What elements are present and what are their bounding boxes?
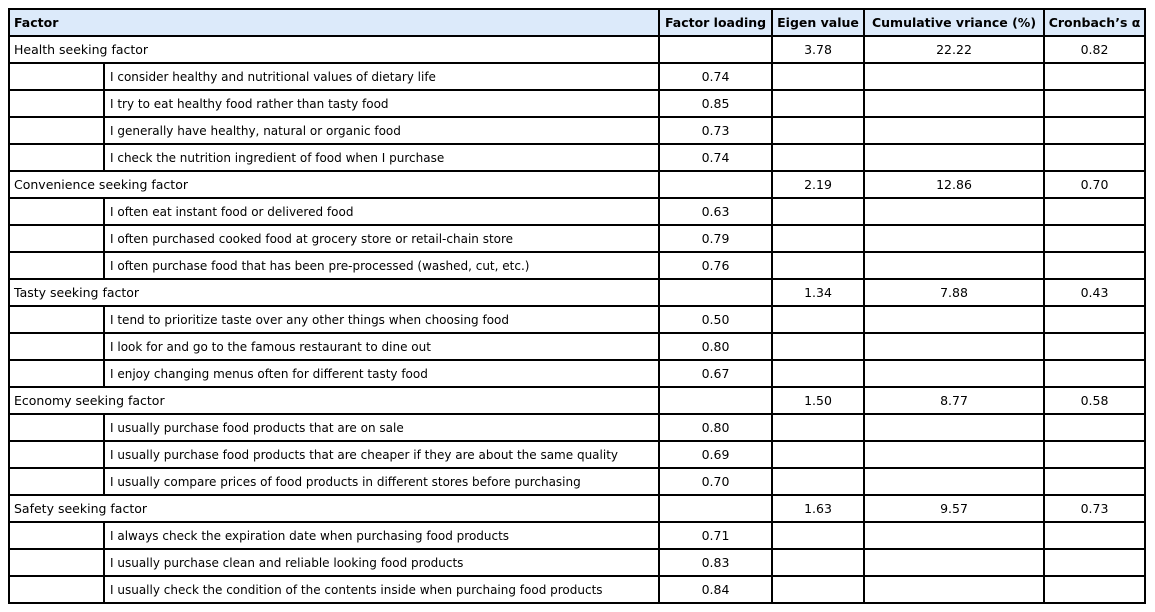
eigen-cell <box>772 360 864 387</box>
variance-cell: 12.86 <box>864 171 1044 198</box>
alpha-cell: 0.70 <box>1044 171 1145 198</box>
variance-cell <box>864 576 1044 603</box>
variance-cell <box>864 468 1044 495</box>
indent-cell <box>9 252 104 279</box>
column-header-cronbach-alpha: Cronbach’s α <box>1044 9 1145 36</box>
item-text: I often eat instant food or delivered food <box>104 198 659 225</box>
indent-cell <box>9 522 104 549</box>
variance-cell <box>864 522 1044 549</box>
item-row <box>9 360 1145 387</box>
alpha-cell <box>1044 117 1145 144</box>
indent-cell <box>9 90 104 117</box>
factor-name: Safety seeking factor <box>9 495 659 522</box>
item-text: I often purchase food that has been pre-processed (washed, cut, etc.) <box>104 252 659 279</box>
variance-cell <box>864 117 1044 144</box>
eigen-cell: 2.19 <box>772 171 864 198</box>
loading-cell: 0.63 <box>659 198 772 225</box>
variance-cell <box>864 252 1044 279</box>
loading-cell <box>659 279 772 306</box>
item-row <box>9 252 1145 279</box>
indent-cell <box>9 576 104 603</box>
loading-cell: 0.84 <box>659 576 772 603</box>
indent-cell <box>9 441 104 468</box>
factor-row <box>9 171 1145 198</box>
variance-cell <box>864 225 1044 252</box>
indent-cell <box>9 306 104 333</box>
variance-cell: 9.57 <box>864 495 1044 522</box>
item-text: I usually check the condition of the contents inside when purchaing food products <box>104 576 659 603</box>
alpha-cell <box>1044 306 1145 333</box>
item-row <box>9 522 1145 549</box>
alpha-cell <box>1044 549 1145 576</box>
eigen-cell: 1.50 <box>772 387 864 414</box>
loading-cell: 0.73 <box>659 117 772 144</box>
eigen-cell: 1.63 <box>772 495 864 522</box>
indent-cell <box>9 468 104 495</box>
item-text: I look for and go to the famous restaurant to dine out <box>104 333 659 360</box>
indent-cell <box>9 414 104 441</box>
item-row <box>9 576 1145 603</box>
item-text: I check the nutrition ingredient of food when I purchase <box>104 144 659 171</box>
indent-cell <box>9 549 104 576</box>
variance-cell: 7.88 <box>864 279 1044 306</box>
eigen-cell: 3.78 <box>772 36 864 63</box>
alpha-cell <box>1044 63 1145 90</box>
loading-cell: 0.70 <box>659 468 772 495</box>
variance-cell <box>864 441 1044 468</box>
item-text: I consider healthy and nutritional values of dietary life <box>104 63 659 90</box>
factor-row <box>9 279 1145 306</box>
column-header-factor: Factor <box>9 9 659 36</box>
alpha-cell <box>1044 144 1145 171</box>
item-row <box>9 63 1145 90</box>
alpha-cell: 0.58 <box>1044 387 1145 414</box>
loading-cell: 0.80 <box>659 414 772 441</box>
variance-cell <box>864 549 1044 576</box>
item-row <box>9 441 1145 468</box>
variance-cell <box>864 144 1044 171</box>
loading-cell: 0.76 <box>659 252 772 279</box>
eigen-cell <box>772 225 864 252</box>
item-text: I often purchased cooked food at grocery store or retail-chain store <box>104 225 659 252</box>
item-row <box>9 144 1145 171</box>
alpha-cell: 0.73 <box>1044 495 1145 522</box>
item-row <box>9 198 1145 225</box>
loading-cell: 0.83 <box>659 549 772 576</box>
factor-row <box>9 36 1145 63</box>
variance-cell <box>864 198 1044 225</box>
item-row <box>9 549 1145 576</box>
loading-cell: 0.67 <box>659 360 772 387</box>
factor-name: Economy seeking factor <box>9 387 659 414</box>
eigen-cell <box>772 468 864 495</box>
alpha-cell: 0.43 <box>1044 279 1145 306</box>
eigen-cell <box>772 63 864 90</box>
eigen-cell <box>772 333 864 360</box>
loading-cell: 0.79 <box>659 225 772 252</box>
alpha-cell <box>1044 90 1145 117</box>
alpha-cell: 0.82 <box>1044 36 1145 63</box>
loading-cell: 0.74 <box>659 144 772 171</box>
loading-cell: 0.69 <box>659 441 772 468</box>
variance-cell <box>864 306 1044 333</box>
indent-cell <box>9 117 104 144</box>
item-row <box>9 333 1145 360</box>
alpha-cell <box>1044 576 1145 603</box>
factor-name: Convenience seeking factor <box>9 171 659 198</box>
item-text: I usually compare prices of food products in different stores before purchasing <box>104 468 659 495</box>
item-text: I enjoy changing menus often for different tasty food <box>104 360 659 387</box>
item-row <box>9 117 1145 144</box>
variance-cell <box>864 63 1044 90</box>
item-text: I always check the expiration date when purchasing food products <box>104 522 659 549</box>
indent-cell <box>9 198 104 225</box>
column-header-cumulative-variance: Cumulative vriance (%) <box>864 9 1044 36</box>
indent-cell <box>9 63 104 90</box>
item-row <box>9 468 1145 495</box>
loading-cell <box>659 36 772 63</box>
column-header-eigen-value: Eigen value <box>772 9 864 36</box>
alpha-cell <box>1044 198 1145 225</box>
eigen-cell <box>772 144 864 171</box>
alpha-cell <box>1044 414 1145 441</box>
loading-cell <box>659 171 772 198</box>
eigen-cell <box>772 306 864 333</box>
variance-cell: 8.77 <box>864 387 1044 414</box>
indent-cell <box>9 144 104 171</box>
eigen-cell <box>772 198 864 225</box>
alpha-cell <box>1044 468 1145 495</box>
variance-cell <box>864 414 1044 441</box>
variance-cell: 22.22 <box>864 36 1044 63</box>
eigen-cell <box>772 576 864 603</box>
eigen-cell <box>772 90 864 117</box>
eigen-cell <box>772 441 864 468</box>
alpha-cell <box>1044 252 1145 279</box>
loading-cell: 0.85 <box>659 90 772 117</box>
eigen-cell <box>772 117 864 144</box>
loading-cell <box>659 495 772 522</box>
indent-cell <box>9 333 104 360</box>
variance-cell <box>864 360 1044 387</box>
loading-cell: 0.80 <box>659 333 772 360</box>
eigen-cell <box>772 252 864 279</box>
item-text: I usually purchase food products that are cheaper if they are about the same quality <box>104 441 659 468</box>
alpha-cell <box>1044 333 1145 360</box>
item-text: I tend to prioritize taste over any other things when choosing food <box>104 306 659 333</box>
eigen-cell: 1.34 <box>772 279 864 306</box>
alpha-cell <box>1044 522 1145 549</box>
item-text: I generally have healthy, natural or organic food <box>104 117 659 144</box>
header-row <box>9 9 1145 36</box>
eigen-cell <box>772 549 864 576</box>
loading-cell: 0.71 <box>659 522 772 549</box>
variance-cell <box>864 333 1044 360</box>
loading-cell: 0.50 <box>659 306 772 333</box>
item-row <box>9 90 1145 117</box>
indent-cell <box>9 225 104 252</box>
factor-name: Health seeking factor <box>9 36 659 63</box>
factor-row <box>9 495 1145 522</box>
alpha-cell <box>1044 360 1145 387</box>
item-row <box>9 414 1145 441</box>
factor-analysis-table <box>8 8 1146 604</box>
item-row <box>9 225 1145 252</box>
column-header-factor-loading: Factor loading <box>659 9 772 36</box>
loading-cell <box>659 387 772 414</box>
item-text: I usually purchase clean and reliable looking food products <box>104 549 659 576</box>
loading-cell: 0.74 <box>659 63 772 90</box>
alpha-cell <box>1044 225 1145 252</box>
eigen-cell <box>772 522 864 549</box>
indent-cell <box>9 360 104 387</box>
item-row <box>9 306 1145 333</box>
item-text: I usually purchase food products that are on sale <box>104 414 659 441</box>
item-text: I try to eat healthy food rather than tasty food <box>104 90 659 117</box>
factor-name: Tasty seeking factor <box>9 279 659 306</box>
variance-cell <box>864 90 1044 117</box>
alpha-cell <box>1044 441 1145 468</box>
eigen-cell <box>772 414 864 441</box>
factor-row <box>9 387 1145 414</box>
